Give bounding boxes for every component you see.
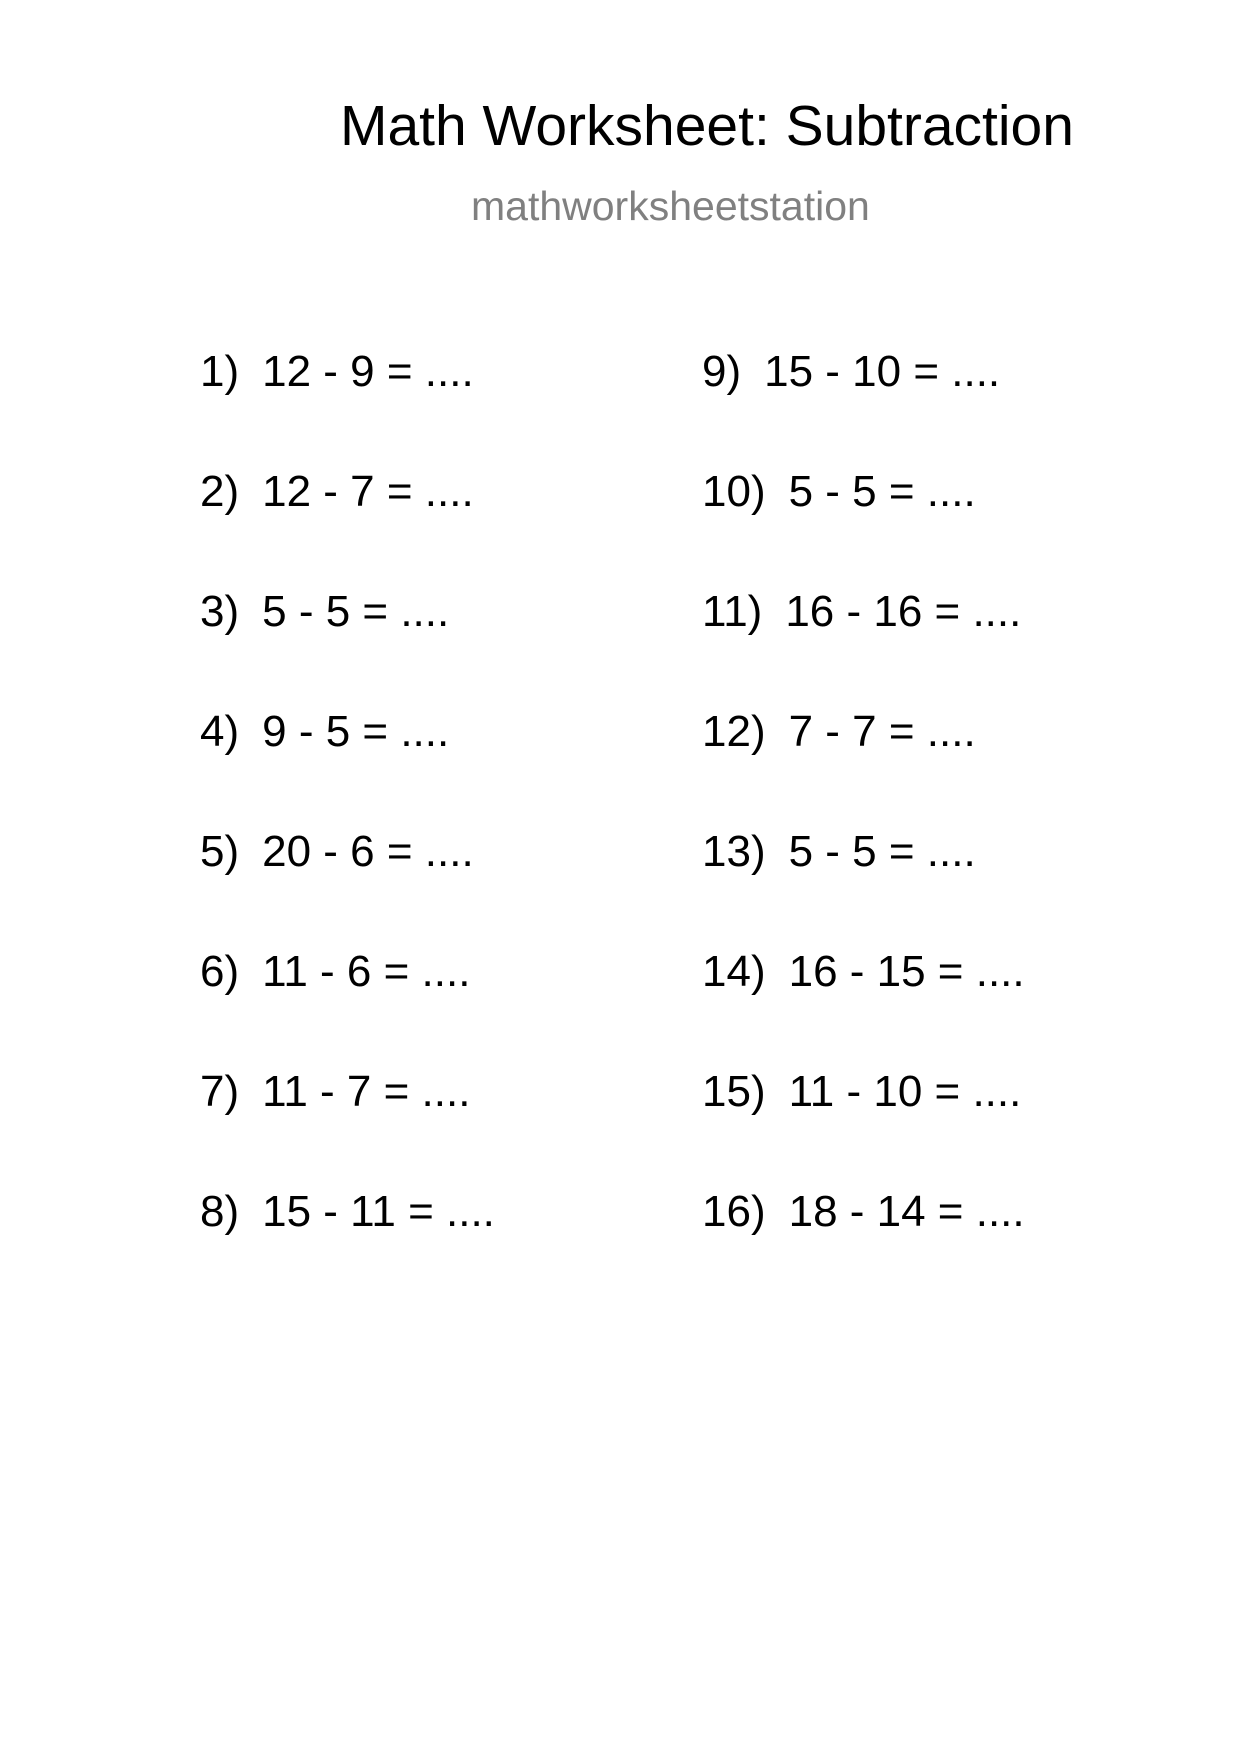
problem-item (200, 947, 471, 996)
problem-number: 1) (200, 347, 240, 396)
problem-number: 15) (702, 1067, 766, 1116)
problem-expression: 11 - 10 = .... (788, 1067, 1022, 1116)
problem-expression: 9 - 5 = .... (262, 707, 450, 756)
problem-item (702, 1187, 1025, 1236)
problem-item (200, 347, 474, 396)
problem-number: 4) (200, 707, 240, 756)
problem-item (702, 587, 1022, 636)
problem-expression: 16 - 15 = .... (788, 947, 1025, 996)
problem-number: 7) (200, 1067, 240, 1116)
problem-number: 11) (702, 587, 763, 636)
problem-expression: 7 - 7 = .... (788, 707, 976, 756)
problem-expression: 15 - 10 = .... (764, 347, 1001, 396)
problem-item (702, 707, 976, 756)
problem-item (200, 827, 474, 876)
problem-expression: 5 - 5 = .... (788, 827, 976, 876)
problem-item (200, 467, 474, 516)
problem-item (702, 947, 1025, 996)
problem-expression: 5 - 5 = .... (262, 587, 450, 636)
problem-expression: 18 - 14 = .... (788, 1187, 1025, 1236)
problem-number: 5) (200, 827, 240, 876)
problem-item (200, 707, 450, 756)
problem-item (702, 347, 1001, 396)
problem-item (702, 467, 976, 516)
problem-item (200, 587, 450, 636)
problem-expression: 16 - 16 = .... (785, 587, 1022, 636)
problem-number: 8) (200, 1187, 240, 1236)
problem-item (702, 827, 976, 876)
problem-item (200, 1067, 471, 1116)
problem-number: 2) (200, 467, 240, 516)
problem-expression: 12 - 9 = .... (262, 347, 474, 396)
problem-expression: 20 - 6 = .... (262, 827, 474, 876)
problem-expression: 11 - 6 = .... (262, 947, 471, 996)
problem-expression: 5 - 5 = .... (788, 467, 976, 516)
problem-expression: 12 - 7 = .... (262, 467, 474, 516)
problem-number: 13) (702, 827, 766, 876)
worksheet-title: Math Worksheet: Subtraction (340, 94, 1074, 158)
problem-number: 3) (200, 587, 240, 636)
problem-expression: 11 - 7 = .... (262, 1067, 471, 1116)
problem-number: 10) (702, 467, 766, 516)
problem-number: 12) (702, 707, 766, 756)
problem-expression: 15 - 11 = .... (262, 1187, 495, 1236)
problem-item (200, 1187, 495, 1236)
problem-number: 9) (702, 347, 742, 396)
problem-item (702, 1067, 1022, 1116)
worksheet-subtitle: mathworksheetstation (471, 183, 870, 229)
problem-number: 6) (200, 947, 240, 996)
problem-number: 14) (702, 947, 766, 996)
problem-number: 16) (702, 1187, 766, 1236)
